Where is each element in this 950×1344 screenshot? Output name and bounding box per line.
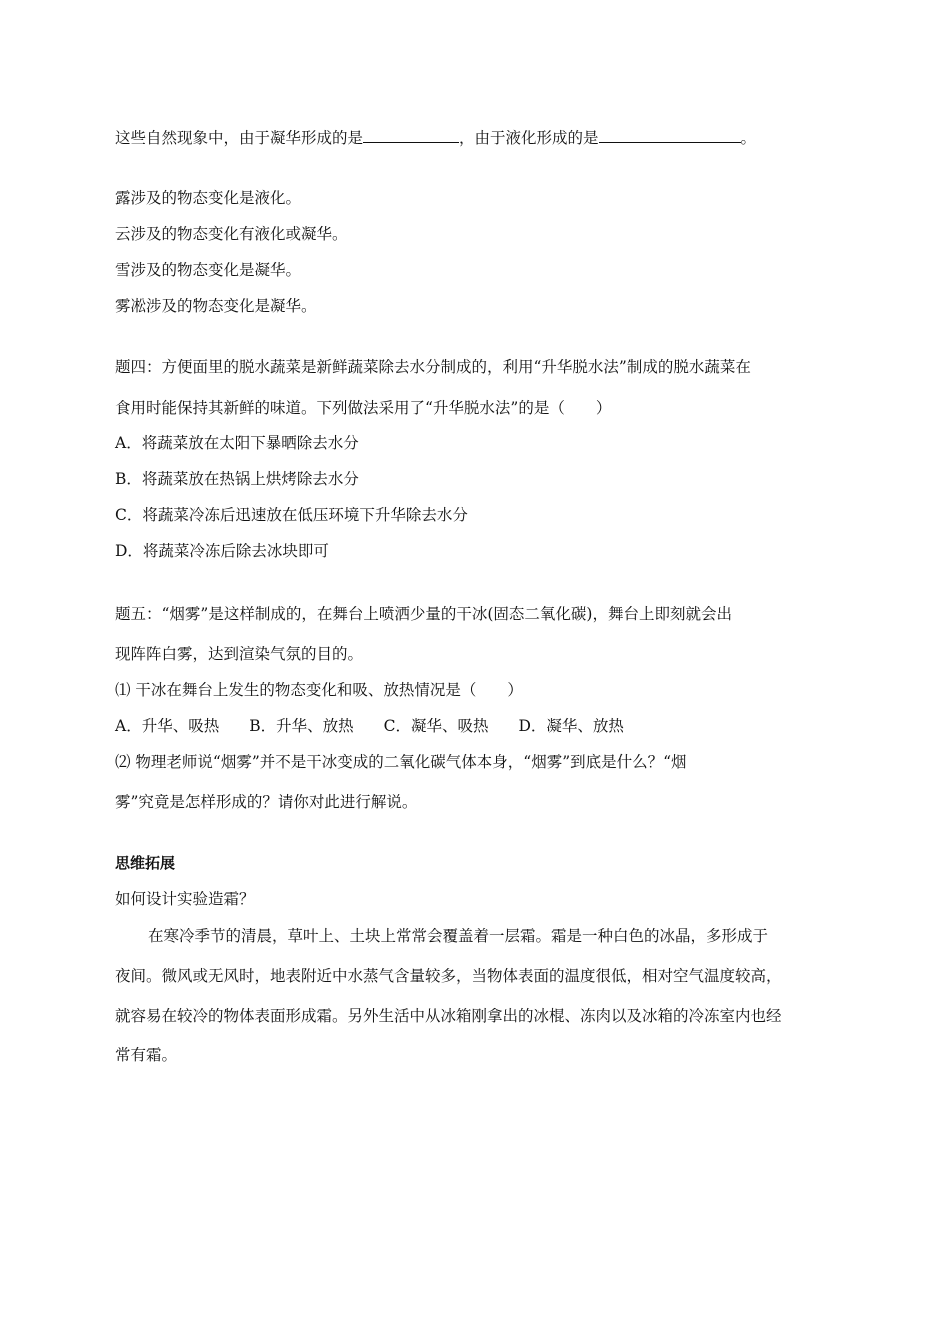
option: D．凝华、放热: [518, 717, 624, 735]
fill-text-a: 这些自然现象中，由于凝华形成的是: [115, 129, 364, 147]
question-5-sub1-options: [115, 716, 654, 736]
answer-line: 雾凇涉及的物态变化是凝华。: [115, 297, 317, 315]
question-4-option-a: A．将蔬菜放在太阳下暴晒除去水分: [115, 434, 359, 452]
extension-paragraph-line: 夜间。微风或无风时，地表附近中水蒸气含量较多，当物体表面的温度很低，相对空气温度较高，: [115, 967, 782, 985]
fill-in-sentence: [115, 128, 756, 148]
question-5-sub2-cont: 雾”究竟是怎样形成的？请你对此进行解说。: [115, 793, 418, 811]
question-4-option-b: B．将蔬菜放在热锅上烘烤除去水分: [115, 470, 359, 488]
extension-paragraph-line: 就容易在较冷的物体表面形成霜。另外生活中从冰箱刚拿出的冰棍、冻肉以及冰箱的冷冻室内也经: [115, 1007, 782, 1025]
question-4-stem-cont: 食用时能保持其新鲜的味道。下列做法采用了“升华脱水法”的是（ ）: [115, 399, 612, 417]
answer-line: 露涉及的物态变化是液化。: [115, 189, 302, 207]
option: A．升华、吸热: [115, 717, 220, 735]
extension-question: 如何设计实验造霜？: [115, 890, 255, 908]
fill-text-b: ，由于液化形成的是: [459, 129, 599, 147]
question-4-stem: 题四：方便面里的脱水蔬菜是新鲜蔬菜除去水分制成的，利用“升华脱水法”制成的脱水蔬菜在: [115, 358, 751, 376]
extension-paragraph-line: 在寒冷季节的清晨，草叶上、土块上常常会覆盖着一层霜。霜是一种白色的冰晶，多形成于: [148, 927, 769, 945]
extension-paragraph-line: 常有霜。: [115, 1046, 178, 1064]
answer-blank-1[interactable]: [363, 128, 459, 143]
option: B．升华、放热: [249, 717, 354, 735]
question-4-option-c: C．将蔬菜冷冻后迅速放在低压环境下升华除去水分: [115, 506, 468, 524]
question-5-sub1: ⑴ 干冰在舞台上发生的物态变化和吸、放热情况是（ ）: [115, 681, 523, 699]
question-5-sub2: ⑵ 物理老师说“烟雾”并不是干冰变成的二氧化碳气体本身，“烟雾”到底是什么？“烟: [115, 753, 687, 771]
section-heading: 思维拓展: [115, 854, 176, 872]
answer-line: 雪涉及的物态变化是凝华。: [115, 261, 302, 279]
answer-line: 云涉及的物态变化有液化或凝华。: [115, 225, 348, 243]
option: C．凝华、吸热: [383, 717, 489, 735]
fill-text-end: 。: [740, 129, 757, 147]
question-4-option-d: D．将蔬菜冷冻后除去冰块即可: [115, 542, 329, 560]
question-5-stem-cont: 现阵阵白雾，达到渲染气氛的目的。: [115, 645, 364, 663]
question-5-stem: 题五：“烟雾”是这样制成的，在舞台上喷洒少量的干冰(固态二氧化碳)，舞台上即刻就会出: [115, 605, 732, 623]
answer-blank-2[interactable]: [599, 128, 741, 143]
